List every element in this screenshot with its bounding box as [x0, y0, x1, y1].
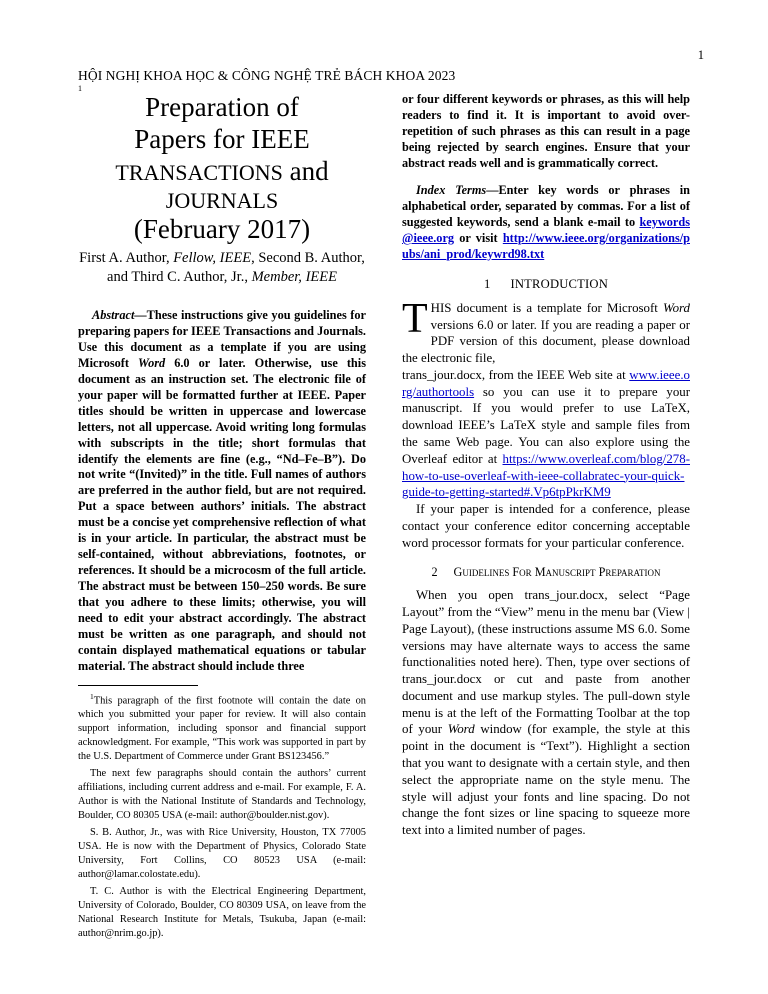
section-1-paragraph-1: [402, 295, 690, 367]
author-role-3: IEEE: [305, 268, 337, 285]
section-1-number: 1: [483, 276, 491, 291]
abstract-continued: or four different keywords or phrases, as this will help readers to find it. It is important to avoid over-repetition of such phrases as this can result in a page being rejected by search engines. Ensure that your abstract reads well and is grammatically correct.: [402, 92, 690, 170]
section-2-p1-b: window (for example, the style at this point in the document is “Text”). Highlight a section that you want to designate with a certain style, and then select the appropriate name on the style menu. The style will adjust your fonts and line spacing. Do not change the font sizes or line spacing to squeeze more text into a limited number of pages.: [402, 722, 691, 838]
author-text-2: , Second B.: [251, 250, 318, 267]
title-line-3-rest: and: [282, 155, 329, 186]
index-terms-body-2: or visit: [454, 230, 503, 245]
footnote-4: T. C. Author is with the Electrical Engineering Department, University of Colorado, Boulder, CO 80309 USA, on leave from the National Research Institute for Metals, Tsukuba, Japan (e-mail: author@nrim.go.jp).: [78, 886, 366, 939]
two-column-body: [78, 92, 690, 972]
authortools-link[interactable]: www.ieee.org/authortools: [402, 367, 690, 399]
title-line-2: Papers for IEEE: [134, 123, 310, 154]
footnote-1-text: This paragraph of the first footnote will contain the date on which you submitted your paper for review. It will also contain support information, including sponsor and financial support acknowledgment. For example, “This work was supported in part by the U.S. Department of Commerce under Grant BS123456.”: [78, 695, 366, 762]
author-role-1: Fellow, IEEE: [173, 250, 252, 267]
index-terms-label: Index Terms: [416, 182, 487, 197]
section-1-p1-b: versions 6.0 or later. If you are reading a paper or PDF version of this document, please download the electronic file,: [402, 317, 690, 366]
abstract-paragraph: [78, 308, 366, 676]
keywords-email-link[interactable]: keywords@ieee.org: [402, 214, 690, 245]
title-line-5: (February 2017): [133, 213, 311, 244]
title-smallcaps-transactions: TRANSACTIONS: [115, 159, 283, 185]
footnote-separator-rule: [78, 685, 198, 686]
footnote-2: The next few paragraphs should contain the authors’ current affiliations, including current address and e-mail. For example, F. A. Author is with the National Institute of Standards and Technology, Boulder, CO 80305 USA (e-mail: author@boulder.nist.gov).: [78, 768, 366, 821]
section-2-p1-a: When you open trans_jour.docx, select “Page Layout” from the “View” menu in the menu bar (View | Page Layout), (these instructions assume MS 6.0. Some versions may have alternate ways to access the same functionalities noted here). Then, type over sections of trans_jour.docx or cut and paste from another document and use markup styles. The pull-down style menu is at the left of the Formatting Toolbar at the top of your: [402, 588, 690, 737]
section-heading-guidelines: [402, 565, 690, 580]
abstract-word-italic: Word: [138, 355, 166, 370]
abstract-lead-label: Abstract—: [92, 307, 147, 322]
footnote-3: S. B. Author, Jr., was with Rice University, Houston, TX 77005 USA. He is now with the Department of Physics, Colorado State University, Fort Collins, CO 80523 USA (e-mail: author@lamar.colostate.edu).: [78, 827, 366, 880]
author-text-1: First A. Author,: [79, 250, 174, 267]
overleaf-link[interactable]: https://www.overleaf.com/blog/278-how-to-use-overleaf-with-ieee-collabratec-your-quick-guide-to-getting-started#.Vp6tpPkrKM9: [402, 451, 690, 500]
section-1-paragraph-2: [402, 367, 690, 501]
page-title: [78, 92, 366, 245]
section-1-paragraph-3: If your paper is intended for a conference, please contact your conference editor concerning acceptable word processor formats for your particular conference.: [402, 502, 690, 550]
section-1-p1-italic: Word: [663, 300, 690, 315]
title-line-3: [78, 156, 366, 188]
left-column: [78, 92, 366, 944]
drop-cap-letter: T: [402, 295, 428, 342]
author-text-3: Author, and Third C. Author, Jr.,: [107, 250, 365, 285]
section-2-title: Guidelines For Manuscript Preparation: [453, 565, 661, 580]
section-1-p2-a: trans_jour.docx, from the IEEE Web site at: [402, 367, 630, 382]
section-heading-introduction: [402, 277, 690, 292]
index-terms-body-1: Enter key words or phrases in alphabetical order, separated by commas. For a list of suggested keywords, send a blank e-mail to: [402, 182, 690, 229]
abstract-body-1: These instructions give you guidelines for preparing papers for IEEE Transactions and Journals. Use this document as a template if you are using Microsoft: [78, 307, 366, 370]
footnote-1-marker: 1: [90, 692, 94, 702]
author-list: [78, 249, 366, 285]
section-1-p1-a: HIS document is a template for Microsoft: [430, 300, 664, 315]
footnotes-block: [78, 692, 366, 940]
keywords-url-link[interactable]: http://www.ieee.org/organizations/pubs/ani_prod/keywrd98.txt: [402, 230, 690, 261]
footnote-1: [78, 692, 366, 763]
page-number: 1: [697, 48, 704, 62]
right-column: [402, 92, 690, 839]
index-terms-paragraph: [402, 183, 690, 263]
abstract-body-2: 6.0 or later. Otherwise, use this document as an instruction set. The electronic file of your paper will be formatted further at IEEE. Paper titles should be written in uppercase and lowercase letters, not all uppercase. Avoid writing long formulas with subscripts in the title; short formulas that identify the elements are fine (e.g., “Nd–Fe–B”). Do not write “(Invited)” in the title. Full names of authors are preferred in the author field, but are not required. Put a space between authors’ initials. The abstract must be a concise yet comprehensive reflection of what is in your article. In particular, the abstract must be self-contained, without abbreviations, footnotes, or references. It should be a microcosm of the full article. The abstract must be between 150–250 words. Be sure that you adhere to these limits; otherwise, you will need to edit your abstract accordingly. The abstract must be written as one paragraph, and should not contain displayed mathematical equations or tabular material. The abstract should include three: [78, 355, 366, 674]
title-line-1: Preparation of: [145, 92, 299, 122]
section-2-p1-italic: Word: [447, 722, 475, 737]
section-2-number: 2: [431, 565, 438, 580]
section-1-p2-b: so you can use it to prepare your manuscript. If you would prefer to use LaTeX, download IEEE’s LaTeX style and sample files from the same Web page. You can also explore using the Overleaf editor at: [402, 384, 690, 466]
footnote-marker-top: 1: [78, 84, 82, 93]
author-role-2: Member,: [251, 268, 302, 285]
section-2-paragraph-1: [402, 587, 690, 838]
title-smallcaps-journals: JOURNALS: [165, 187, 279, 213]
index-terms-dash: —: [486, 182, 499, 197]
section-1-title: INTRODUCTION: [510, 276, 609, 291]
running-head: HỘI NGHỊ KHOA HỌC & CÔNG NGHỆ TRẺ BÁCH KHOA 2023: [78, 68, 456, 83]
